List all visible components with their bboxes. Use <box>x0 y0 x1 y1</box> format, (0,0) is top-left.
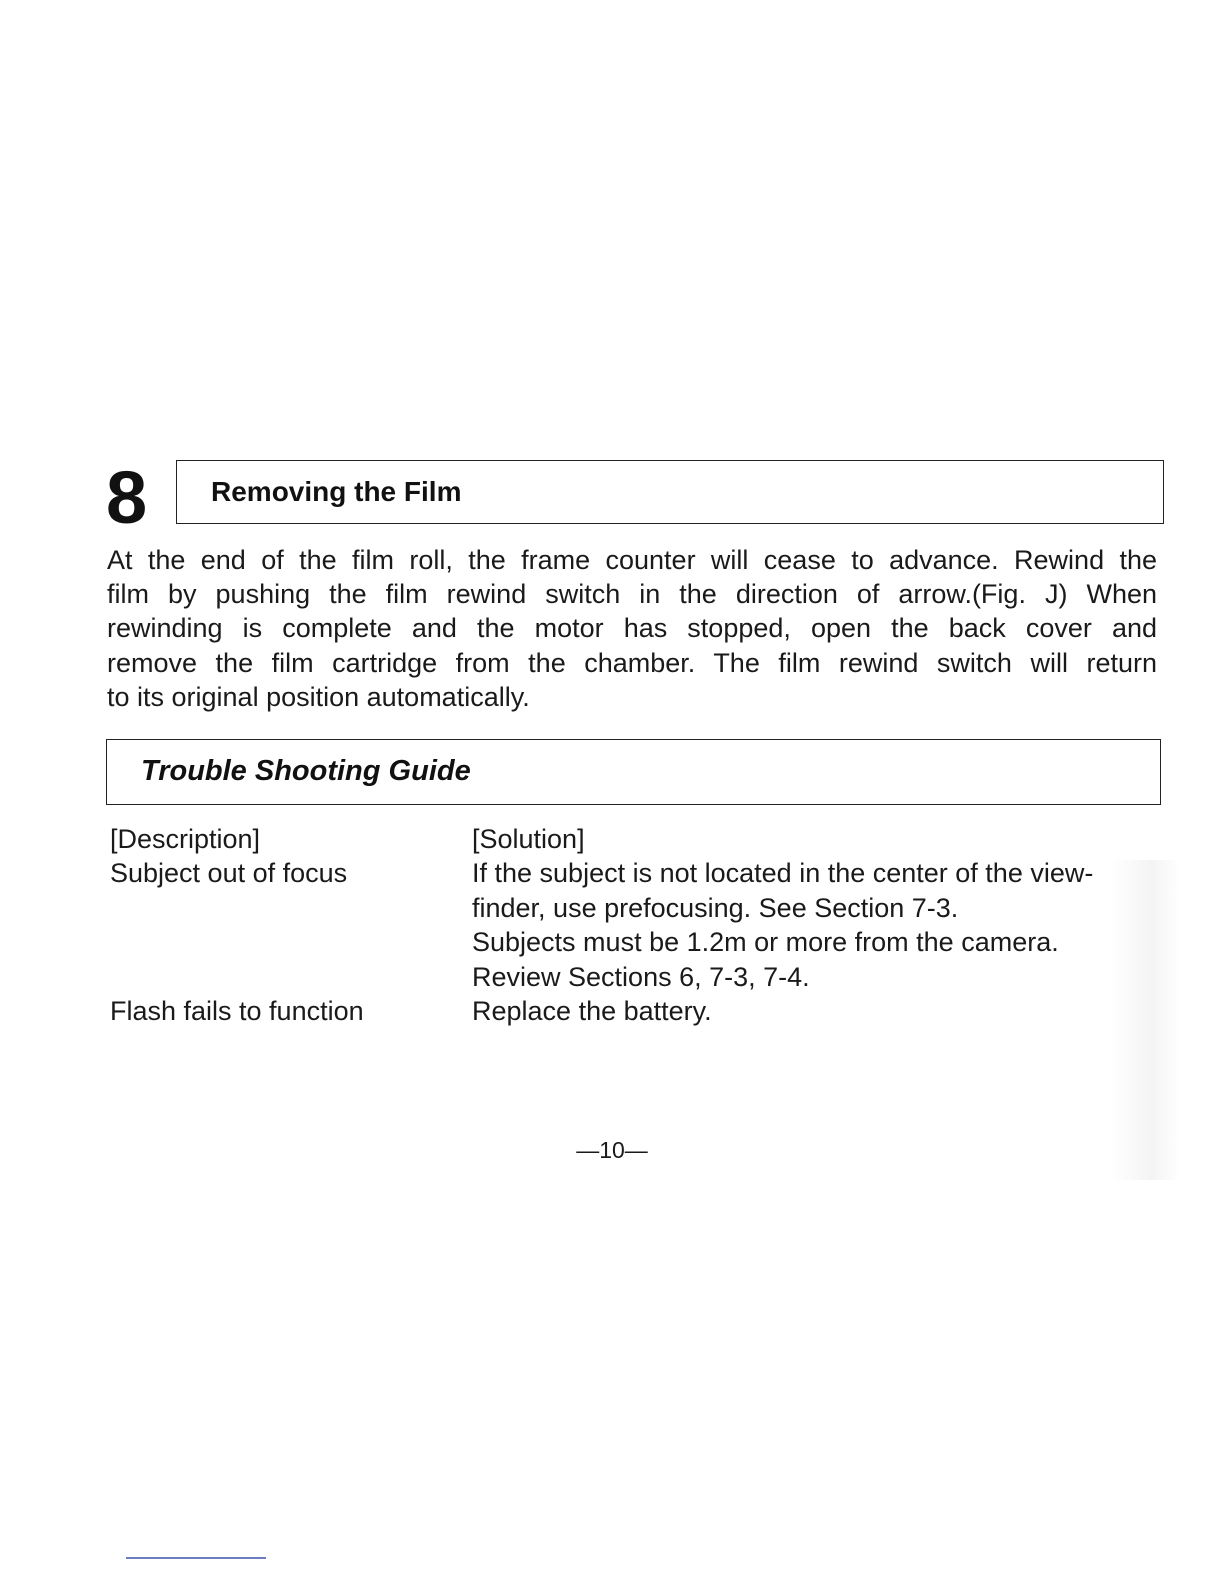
solution-column <box>472 822 1093 1028</box>
solution-header: [Solution] <box>472 824 585 854</box>
section-title: Removing the Film <box>211 476 462 507</box>
description-header: [Description] <box>110 824 261 854</box>
body-line: remove the film cartridge from the chamber. The film rewind switch will return <box>107 647 1157 678</box>
body-line: rewinding is complete and the motor has stopped, open the back cover and <box>107 613 1157 644</box>
solution-line: If the subject is not located in the center of the view- <box>472 858 1094 889</box>
body-line: to its original position automatically. <box>107 681 530 712</box>
body-line: film by pushing the film rewind switch in the direction of arrow.(Fig. J) When <box>107 579 1157 610</box>
trouble-guide-title: Trouble Shooting Guide <box>141 755 471 787</box>
solution-line: finder, use prefocusing. See Section 7-3. <box>472 892 959 923</box>
body-line: At the end of the film roll, the frame counter will cease to advance. Rewind the <box>107 545 1157 575</box>
footer-rule <box>126 1557 266 1559</box>
section-body <box>107 543 1157 714</box>
page-number: —10— <box>576 1137 648 1163</box>
solution-line: Review Sections 6, 7-3, 7-4. <box>472 961 810 992</box>
description-column <box>110 822 364 1028</box>
spacer <box>110 891 364 994</box>
scan-shading <box>1110 860 1180 1180</box>
description-item: Flash fails to function <box>110 996 364 1026</box>
solution-line: Subjects must be 1.2m or more from the camera. <box>472 927 1059 958</box>
solution-line: Replace the battery. <box>472 996 712 1027</box>
section-number: 8 <box>106 456 148 539</box>
description-item: Subject out of focus <box>110 858 348 889</box>
trouble-guide-header-box <box>106 739 1161 805</box>
section-header-box <box>176 460 1164 524</box>
